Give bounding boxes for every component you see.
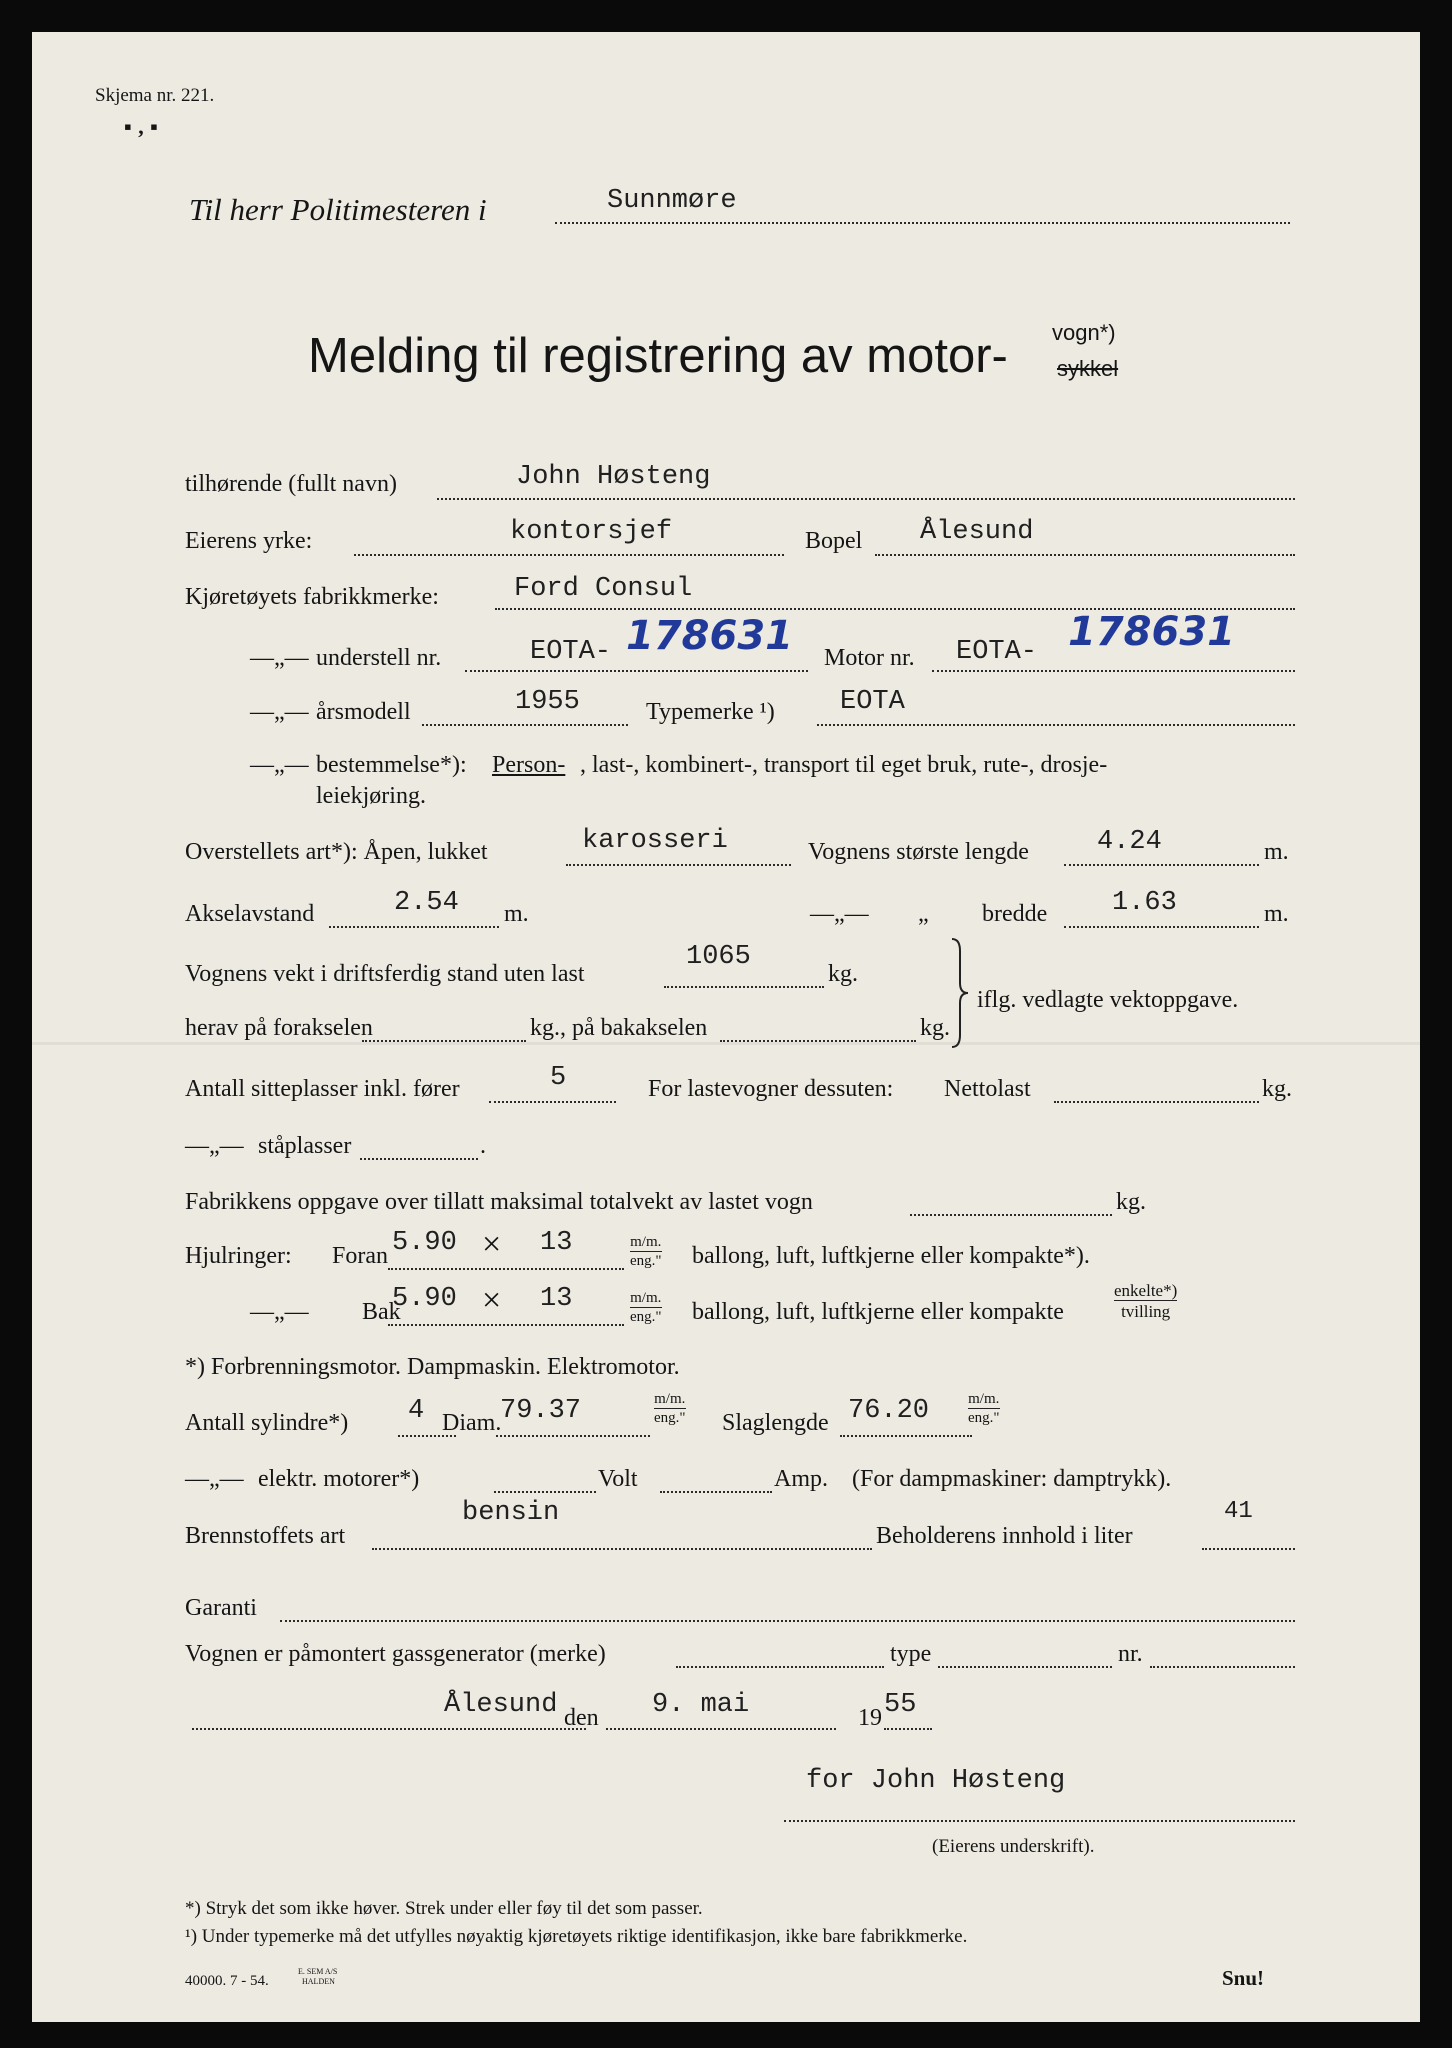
ditto-mark: —„— bbox=[250, 1299, 309, 1325]
ditto-mark: —„— bbox=[250, 752, 309, 778]
turn-over-note: Snu! bbox=[1222, 1966, 1265, 1990]
rear-axle-label: kg., på bakakselen bbox=[530, 1015, 708, 1041]
chassis-label: understell nr. bbox=[316, 645, 442, 671]
title-option-sykkel: sykkel bbox=[1057, 356, 1119, 381]
front-tyre-unit bbox=[630, 1235, 662, 1269]
cylinders-value: 4 bbox=[408, 1396, 425, 1426]
unit-eng: eng." bbox=[630, 1309, 662, 1325]
rear-tyre-label: Bak bbox=[362, 1299, 401, 1325]
place-line bbox=[192, 1728, 586, 1730]
length-unit: m. bbox=[1264, 839, 1289, 865]
chassis-handwritten: 178631 bbox=[626, 613, 793, 659]
year-value: 1955 bbox=[515, 687, 580, 717]
rear-tyre-times: × bbox=[482, 1282, 502, 1319]
volt-line bbox=[660, 1491, 772, 1493]
ditto-mark: —„— bbox=[185, 1466, 244, 1492]
place-value: Ålesund bbox=[444, 1690, 558, 1720]
gasgen-label: Vognen er påmontert gassgenerator (merke) bbox=[185, 1641, 606, 1667]
fuel-label: Brennstoffets art bbox=[185, 1523, 346, 1549]
gasgen-line bbox=[676, 1666, 884, 1668]
stroke-value: 76.20 bbox=[848, 1396, 930, 1426]
tank-line bbox=[1202, 1548, 1295, 1550]
chassis-line bbox=[465, 670, 808, 672]
owner-label: tilhørende (fullt navn) bbox=[185, 471, 397, 497]
weight-unit: kg. bbox=[828, 961, 858, 987]
weight-value: 1065 bbox=[686, 942, 751, 972]
warranty-label: Garanti bbox=[185, 1595, 257, 1621]
standing-line bbox=[360, 1158, 478, 1160]
gasgen-type-line bbox=[938, 1666, 1112, 1668]
unit-mm: m/m. bbox=[630, 1234, 662, 1250]
truck-label: For lastevogner dessuten: bbox=[648, 1076, 894, 1102]
schema-number: Skjema nr. 221. bbox=[95, 85, 215, 106]
weight-note: iflg. vedlagte vektoppgave. bbox=[977, 987, 1239, 1013]
gasgen-nr-line bbox=[1150, 1666, 1295, 1668]
purpose-options: , last-, kombinert-, transport til eget bruk, rute-, drosje- bbox=[580, 752, 1108, 778]
wheelbase-line bbox=[329, 926, 499, 928]
rear-axle-line bbox=[720, 1040, 916, 1042]
occupation-value: kontorsjef bbox=[510, 517, 673, 547]
form-title: Melding til registrering av motor- bbox=[308, 329, 1008, 383]
bore-label: Diam. bbox=[442, 1410, 502, 1436]
stroke-line bbox=[840, 1435, 972, 1437]
residence-line bbox=[875, 554, 1295, 556]
cylinders-label: Antall sylindre*) bbox=[185, 1410, 349, 1436]
ditto-mark: —„— bbox=[810, 901, 869, 927]
type-line bbox=[817, 724, 1295, 726]
electric-line bbox=[494, 1491, 596, 1493]
addressee-value: Sunnmøre bbox=[607, 186, 737, 216]
bore-line bbox=[496, 1435, 650, 1437]
purpose-person: Person- bbox=[492, 752, 566, 778]
ditto-mark: —„— bbox=[185, 1133, 244, 1159]
twin-option: tvilling bbox=[1121, 1302, 1171, 1321]
ink-mark: ▪ ‚ ▪ bbox=[124, 114, 158, 139]
steam-label: (For dampmaskiner: damptrykk). bbox=[852, 1466, 1172, 1492]
payload-label: Nettolast bbox=[944, 1076, 1031, 1102]
date-value: 9. mai bbox=[652, 1690, 750, 1720]
year-suffix: 55 bbox=[884, 1690, 917, 1720]
single-twin-option bbox=[1114, 1282, 1177, 1320]
purpose-label: bestemmelse*): bbox=[316, 752, 467, 778]
title-option-vogn: vogn*) bbox=[1052, 320, 1116, 345]
footnote-one: ¹) Under typemerke må det utfylles nøyaktig kjøretøyets riktige identifikasjon, ikke bare fabrikkmerke. bbox=[185, 1926, 968, 1947]
single-option: enkelte*) bbox=[1114, 1281, 1178, 1300]
unit-eng: eng." bbox=[968, 1410, 1000, 1426]
warranty-line bbox=[280, 1620, 1295, 1622]
fuel-line bbox=[372, 1548, 872, 1550]
body-line bbox=[566, 864, 791, 866]
unit-mm: m/m. bbox=[630, 1290, 662, 1306]
wheelbase-label: Akselavstand bbox=[185, 901, 315, 927]
length-value: 4.24 bbox=[1097, 827, 1162, 857]
type-label: Typemerke ¹) bbox=[646, 699, 775, 725]
unit-eng: eng." bbox=[630, 1253, 662, 1269]
standing-label: ståplasser bbox=[258, 1133, 352, 1159]
owner-value: John Høsteng bbox=[516, 462, 711, 492]
front-tyre-width: 5.90 bbox=[392, 1228, 457, 1258]
stroke-label: Slaglengde bbox=[722, 1410, 829, 1436]
max-weight-line bbox=[910, 1214, 1112, 1216]
addressee-line bbox=[555, 222, 1290, 224]
body-label: Overstellets art*): Åpen, lukket bbox=[185, 839, 488, 865]
bore-unit bbox=[654, 1392, 686, 1426]
wheelbase-value: 2.54 bbox=[394, 888, 459, 918]
max-weight-unit: kg. bbox=[1116, 1189, 1146, 1215]
motor-handwritten: 178631 bbox=[1068, 609, 1235, 655]
front-tyre-label: Foran bbox=[332, 1243, 388, 1269]
motor-label: Motor nr. bbox=[824, 645, 915, 671]
width-value: 1.63 bbox=[1112, 888, 1177, 918]
print-code: 40000. 7 - 54. bbox=[185, 1973, 269, 1989]
make-value: Ford Consul bbox=[514, 574, 693, 604]
weight-line bbox=[664, 986, 824, 988]
footnote-star: *) Stryk det som ikke høver. Strek under eller føy til det som passer. bbox=[185, 1898, 703, 1919]
electric-label: elektr. motorer*) bbox=[258, 1466, 420, 1492]
seats-label: Antall sitteplasser inkl. fører bbox=[185, 1076, 460, 1102]
fold-crease bbox=[32, 1042, 1420, 1045]
addressee-label: Til herr Politimesteren i bbox=[189, 192, 487, 227]
date-label: den bbox=[564, 1705, 599, 1731]
year-label: årsmodell bbox=[316, 699, 411, 725]
purpose-options-cont: leiekjøring. bbox=[316, 783, 426, 809]
date-line bbox=[606, 1728, 836, 1730]
front-axle-label: herav på forakselen bbox=[185, 1015, 373, 1041]
date-year-line bbox=[884, 1728, 932, 1730]
weight-label: Vognens vekt i driftsferdig stand uten last bbox=[185, 961, 585, 987]
year-prefix: 19 bbox=[858, 1705, 882, 1731]
chassis-typed: EOTA- bbox=[530, 637, 612, 667]
unit-mm: m/m. bbox=[968, 1391, 1000, 1407]
make-label: Kjøretøyets fabrikkmerke: bbox=[185, 584, 439, 610]
tank-label: Beholderens innhold i liter bbox=[876, 1523, 1133, 1549]
seats-value: 5 bbox=[550, 1063, 567, 1093]
owner-line bbox=[437, 498, 1295, 500]
gasgen-nr-label: nr. bbox=[1118, 1641, 1143, 1667]
body-value: karosseri bbox=[582, 826, 728, 856]
tyres-label: Hjulringer: bbox=[185, 1243, 292, 1269]
volt-label: Volt bbox=[598, 1466, 638, 1492]
residence-label: Bopel bbox=[805, 528, 863, 554]
length-line bbox=[1064, 864, 1259, 866]
ditto-mark: —„— bbox=[250, 699, 309, 725]
front-tyre-types: ballong, luft, luftkjerne eller kompakte*). bbox=[692, 1243, 1090, 1269]
printer-name: E. SEM A/S bbox=[298, 1967, 338, 1976]
rear-tyre-rim: 13 bbox=[540, 1284, 573, 1314]
rear-tyre-types: ballong, luft, luftkjerne eller kompakte bbox=[692, 1299, 1064, 1325]
width-line bbox=[1064, 926, 1259, 928]
occupation-label: Eierens yrke: bbox=[185, 528, 313, 554]
rear-tyre-unit bbox=[630, 1291, 662, 1325]
seats-line bbox=[489, 1101, 616, 1103]
motor-typed: EOTA- bbox=[956, 637, 1038, 667]
width-label: bredde bbox=[982, 901, 1048, 927]
registration-form-sheet bbox=[32, 32, 1420, 2022]
signature-value: for John Høsteng bbox=[806, 1766, 1066, 1796]
motor-line bbox=[932, 670, 1295, 672]
gasgen-type-label: type bbox=[890, 1641, 932, 1667]
tank-value: 41 bbox=[1224, 1498, 1253, 1525]
occupation-line bbox=[354, 554, 784, 556]
printer-city: HALDEN bbox=[302, 1977, 335, 1986]
payload-line bbox=[1054, 1101, 1259, 1103]
residence-value: Ålesund bbox=[920, 517, 1034, 547]
amp-label: Amp. bbox=[774, 1466, 828, 1492]
front-axle-line bbox=[362, 1040, 526, 1042]
unit-eng: eng." bbox=[654, 1410, 686, 1426]
standing-dot: . bbox=[480, 1133, 486, 1159]
length-label: Vognens største lengde bbox=[808, 839, 1029, 865]
year-line bbox=[422, 724, 628, 726]
front-tyre-times: × bbox=[482, 1226, 502, 1263]
fuel-value: bensin bbox=[462, 1498, 560, 1528]
front-tyre-rim: 13 bbox=[540, 1228, 573, 1258]
ditto-quote: „ bbox=[918, 901, 929, 927]
bore-value: 79.37 bbox=[500, 1396, 582, 1426]
signature-line bbox=[784, 1820, 1295, 1822]
width-unit: m. bbox=[1264, 901, 1289, 927]
front-tyre-line bbox=[388, 1268, 624, 1270]
ditto-mark: —„— bbox=[250, 645, 309, 671]
wheelbase-unit: m. bbox=[504, 901, 529, 927]
max-weight-label: Fabrikkens oppgave over tillatt maksimal totalvekt av lastet vogn bbox=[185, 1189, 813, 1215]
engine-types: *) Forbrenningsmotor. Dampmaskin. Elektromotor. bbox=[185, 1354, 680, 1380]
type-value: EOTA bbox=[840, 687, 905, 717]
stroke-unit bbox=[968, 1392, 1000, 1426]
brace bbox=[950, 937, 970, 1049]
signature-label: (Eierens underskrift). bbox=[932, 1836, 1095, 1857]
payload-unit: kg. bbox=[1262, 1076, 1292, 1102]
unit-mm: m/m. bbox=[654, 1391, 686, 1407]
rear-axle-unit: kg. bbox=[920, 1015, 950, 1041]
rear-tyre-width: 5.90 bbox=[392, 1284, 457, 1314]
rear-tyre-line bbox=[388, 1324, 624, 1326]
